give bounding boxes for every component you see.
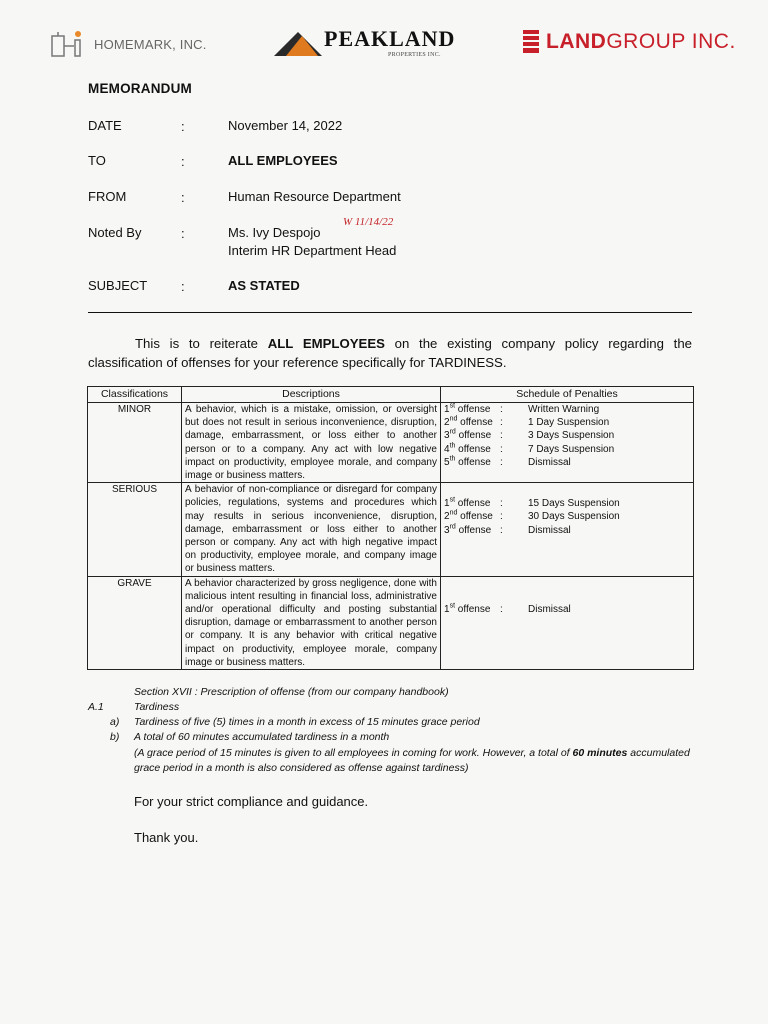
ordinal-suffix: nd [449, 510, 458, 518]
offense-word: offense [457, 417, 493, 429]
penalty-text: Dismissal [528, 456, 571, 468]
to-colon: : [181, 154, 185, 169]
table-header-row [88, 387, 694, 403]
ordinal-suffix: st [449, 496, 456, 504]
date-colon: : [181, 119, 185, 134]
header-descriptions: Descriptions [182, 387, 441, 403]
item-title: Tardiness [134, 701, 180, 713]
penalty-colon: : [500, 524, 503, 536]
penalty-text: Dismissal [528, 603, 571, 615]
landgroup-logo [522, 26, 742, 58]
penalty-colon: : [500, 498, 503, 510]
item-b-label: b) [110, 731, 120, 743]
to-label: TO [88, 153, 106, 168]
from-value: Human Resource Department [228, 189, 401, 204]
penalties-cell [441, 403, 694, 483]
noted-by-name: Ms. Ivy Despojo [228, 225, 321, 240]
classification-cell: MINOR [88, 403, 182, 483]
penalty-line [444, 603, 690, 616]
thank-you-line: Thank you. [134, 830, 199, 845]
penalty-text: Written Warning [528, 404, 600, 415]
offense-number [444, 497, 500, 510]
offense-number [444, 443, 500, 456]
penalty-text: 1 Day Suspension [528, 417, 610, 429]
to-value: ALL EMPLOYEES [228, 153, 338, 168]
ordinal-suffix: st [449, 602, 456, 610]
peakland-logo [272, 24, 472, 64]
offense-word: offense [455, 443, 491, 455]
offense-ordinal: 1 [444, 404, 450, 415]
penalty-line [444, 429, 690, 442]
ordinal-suffix: th [449, 455, 456, 463]
penalty-line [444, 456, 690, 469]
penalty-line [444, 524, 690, 537]
penalty-text: 30 Days Suspension [528, 511, 620, 523]
penalty-line [444, 497, 690, 510]
section-heading: Section XVII : Prescription of offense (from our company handbook) [134, 686, 449, 698]
penalty-text: 15 Days Suspension [528, 498, 620, 510]
offense-ordinal: 2 [444, 417, 450, 429]
description-cell: A behavior characterized by gross negligence, done with malicious intent resulting in financial loss, administrative and/or operational difficulty and posting substantial disruption, damage or embarrassment to another person or company. It is any behavior with critical negative impact on productivity, employee morale, company image or business matters. [182, 576, 441, 669]
from-label: FROM [88, 189, 127, 204]
penalty-colon: : [500, 511, 503, 523]
landgroup-building-icon [522, 29, 540, 55]
offense-word: offense [455, 498, 491, 510]
grace-period-note [134, 746, 700, 776]
item-number: A.1 [88, 701, 104, 713]
penalty-colon: : [500, 430, 503, 442]
ordinal-suffix: rd [449, 523, 456, 531]
from-colon: : [181, 190, 185, 205]
header-classifications: Classifications [88, 387, 182, 403]
noted-by-label: Noted By [88, 225, 142, 240]
intro-pre: This is to reiterate [135, 336, 268, 351]
offense-ordinal: 3 [444, 524, 450, 536]
offense-ordinal: 2 [444, 511, 450, 523]
penalties-cell [441, 576, 694, 669]
penalty-colon: : [500, 443, 503, 455]
subject-label: SUBJECT [88, 278, 148, 293]
intro-paragraph [88, 334, 692, 372]
offense-ordinal: 4 [444, 443, 450, 455]
offense-number [444, 456, 500, 469]
ordinal-suffix: st [449, 402, 456, 410]
penalty-text: 7 Days Suspension [528, 443, 615, 455]
table-row [88, 403, 694, 483]
homemark-logo [48, 24, 228, 64]
ordinal-suffix: rd [449, 429, 456, 437]
homemark-name: HOMEMARK, INC. [94, 36, 207, 52]
noted-by-title: Interim HR Department Head [228, 243, 397, 258]
peakland-name: PEAKLAND [324, 26, 456, 51]
closing-line: For your strict compliance and guidance. [134, 794, 369, 809]
homemark-mark-icon [48, 28, 88, 60]
offense-ordinal: 3 [444, 430, 450, 442]
offense-word: offense [455, 603, 491, 615]
offense-ordinal: 1 [444, 603, 450, 615]
ordinal-suffix: nd [449, 415, 458, 423]
item-a-label: a) [110, 716, 120, 728]
initials-signature: W 11/14/22 [343, 216, 394, 228]
peakland-subtitle: PROPERTIES INC. [388, 52, 441, 58]
penalty-colon: : [500, 404, 503, 415]
penalty-colon: : [500, 417, 503, 429]
description-cell: A behavior, which is a mistake, omission, or oversight but does not result in serious inconvenience, disruption, damage, embarrassment, or loss either to another person or to a company. Any act with low negative impact on productivity, employee morale, and company image or business matters. [182, 403, 441, 483]
penalty-line [444, 510, 690, 523]
item-b-text: A total of 60 minutes accumulated tardiness in a month [134, 731, 390, 743]
note-bold: 60 minutes [572, 747, 628, 759]
ordinal-suffix: th [449, 442, 456, 450]
offense-ordinal: 5 [444, 456, 450, 468]
header-divider [88, 312, 692, 313]
intro-post: on the existing company policy regarding the classification of offenses for your reference specifically for TARDINESS. [88, 336, 692, 370]
subject-value: AS STATED [228, 278, 300, 293]
landgroup-name [546, 30, 736, 54]
table-row [88, 483, 694, 576]
note-pre: (A grace period of 15 minutes is given to all employees in coming for work. However, a total of [134, 747, 573, 759]
penalty-colon: : [500, 603, 503, 615]
offense-number [444, 603, 500, 616]
penalty-line [444, 403, 690, 416]
subject-colon: : [181, 279, 185, 294]
date-value: November 14, 2022 [228, 118, 343, 133]
note-post: accumulated grace period in a month is also considered as offense against tardiness) [134, 747, 690, 774]
penalty-text: 3 Days Suspension [528, 430, 615, 442]
offense-word: offense [455, 456, 491, 468]
offense-word: offense [455, 404, 491, 415]
penalty-text: Dismissal [528, 524, 571, 536]
offense-word: offense [455, 430, 492, 442]
offense-number [444, 510, 500, 523]
penalty-line [444, 416, 690, 429]
date-label: DATE [88, 118, 122, 133]
noted-by-colon: : [181, 226, 185, 241]
offense-number [444, 416, 500, 429]
landgroup-name-rest: GROUP INC. [606, 30, 736, 53]
offense-ordinal: 1 [444, 498, 450, 510]
memo-title: MEMORANDUM [88, 81, 192, 96]
intro-bold: ALL EMPLOYEES [267, 336, 385, 351]
offense-number [444, 524, 500, 537]
offense-word: offense [455, 524, 492, 536]
offense-word: offense [457, 511, 493, 523]
classification-cell: SERIOUS [88, 483, 182, 576]
penalties-cell [441, 483, 694, 576]
offense-number [444, 429, 500, 442]
penalty-colon: : [500, 456, 503, 468]
item-a-text: Tardiness of five (5) times in a month in excess of 15 minutes grace period [134, 716, 480, 728]
description-cell: A behavior of non-compliance or disregard for company policies, regulations, systems and procedures which may results in serious inconvenience, disruption, damage, embarrassment or loss either to another person or company. Any act with high negative impact on productivity, employee morale, and company image or business matters. [182, 483, 441, 576]
header-penalties: Schedule of Penalties [441, 387, 694, 403]
classification-cell: GRAVE [88, 576, 182, 669]
offense-number [444, 403, 500, 416]
penalty-line [444, 443, 690, 456]
offense-classification-table [87, 386, 694, 670]
table-row [88, 576, 694, 669]
landgroup-name-bold: LAND [546, 30, 607, 53]
peakland-mountain-icon [272, 26, 328, 62]
